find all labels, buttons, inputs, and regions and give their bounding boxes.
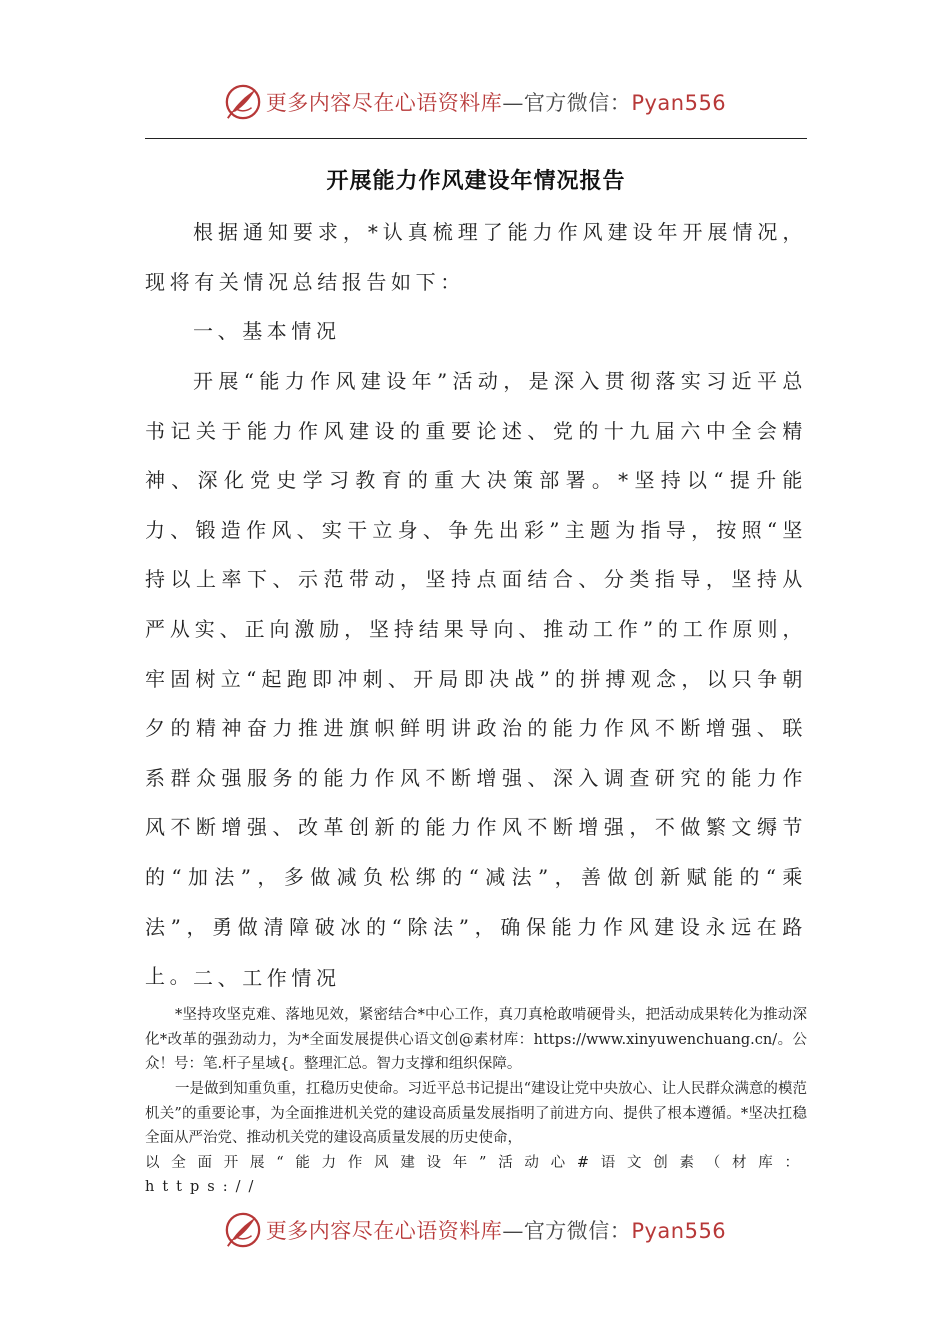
section1-heading-text: 一、基本情况	[193, 319, 341, 343]
banner-separator: —	[502, 1219, 524, 1243]
banner-wechat-id: Pyan556	[631, 1219, 727, 1243]
section2-paragraph-1	[145, 1003, 807, 1077]
section2-p1-text: *坚持攻坚克难、落地见效，紧密结合*中心工作，真刀真枪敢啃硬骨头，把活动成果转化为推动深化*改革的强劲动力，为*全面发展提供心语文创@素材库：https://www.xinyuwenchuang.cn/。公众！号：笔.杆子星域{。整理汇总。智力支撑和组织保障。	[145, 1007, 807, 1073]
intro-paragraph	[145, 208, 807, 307]
banner-label: 官方微信：	[523, 1219, 632, 1243]
banner-text	[266, 87, 726, 117]
section2-p2-last-line: 以全面开展“能力作风建设年”活动心#语文创素（材库：https://	[145, 1154, 807, 1196]
quill-logo-icon	[224, 1211, 262, 1249]
section2-heading	[145, 954, 807, 1004]
banner-wechat-id: Pyan556	[631, 91, 727, 115]
section2-p2-text: 一是做到知重负重，扛稳历史使命。习近平总书记提出“建设让党中央放心、让人民群众满意的模范机关”的重要论事，为全面推进机关党的建设高质量发展指明了前进方向、提供了根本遵循。*坚决扛稳全面从严治党、推动机关党的建设高质量发展的历史使命，	[145, 1081, 807, 1147]
quill-logo-icon	[224, 83, 262, 121]
section2-paragraph-2	[145, 1077, 807, 1200]
header-divider	[145, 138, 807, 139]
banner-text	[266, 1215, 726, 1245]
section2-heading-text: 二、工作情况	[193, 966, 341, 990]
section1-heading	[145, 307, 807, 357]
banner-main: 更多内容尽在心语资料库	[265, 1219, 503, 1243]
banner-separator: —	[502, 91, 524, 115]
section1-paragraph	[145, 357, 807, 1002]
document-title: 开展能力作风建设年情况报告	[326, 169, 626, 194]
section1-body-text: 开展“能力作风建设年”活动，是深入贯彻落实习近平总书记关于能力作风建设的重要论述、党的十九届六中全会精神、深化党史学习教育的重大决策部署。*坚持以“提升能力、锻造作风、实干立身、争先出彩”主题为指导，按照“坚持以上率下、示范带动，坚持点面结合、分类指导，坚持从严从实、正向激励，坚持结果导向、推动工作”的工作原则，牢固树立“起跑即冲刺、开局即决战”的拼搏观念，以只争朝夕的精神奋力推进旗帜鲜明讲政治的能力作风不断增强、联系群众强服务的能力作风不断增强、深入调查研究的能力作风不断增强、改革创新的能力作风不断增强，不做繁文缛节的“加法”，多做减负松绑的“减法”，善做创新赋能的“乘法”，勇做清障破冰的“除法”，确保能力作风建设永远在路上。	[145, 369, 807, 989]
header-banner	[0, 82, 950, 122]
banner-label: 官方微信：	[523, 91, 632, 115]
banner-main: 更多内容尽在心语资料库	[265, 91, 503, 115]
intro-text: 根据通知要求，*认真梳理了能力作风建设年开展情况，现将有关情况总结报告如下：	[145, 220, 807, 294]
footer-banner	[0, 1210, 950, 1250]
